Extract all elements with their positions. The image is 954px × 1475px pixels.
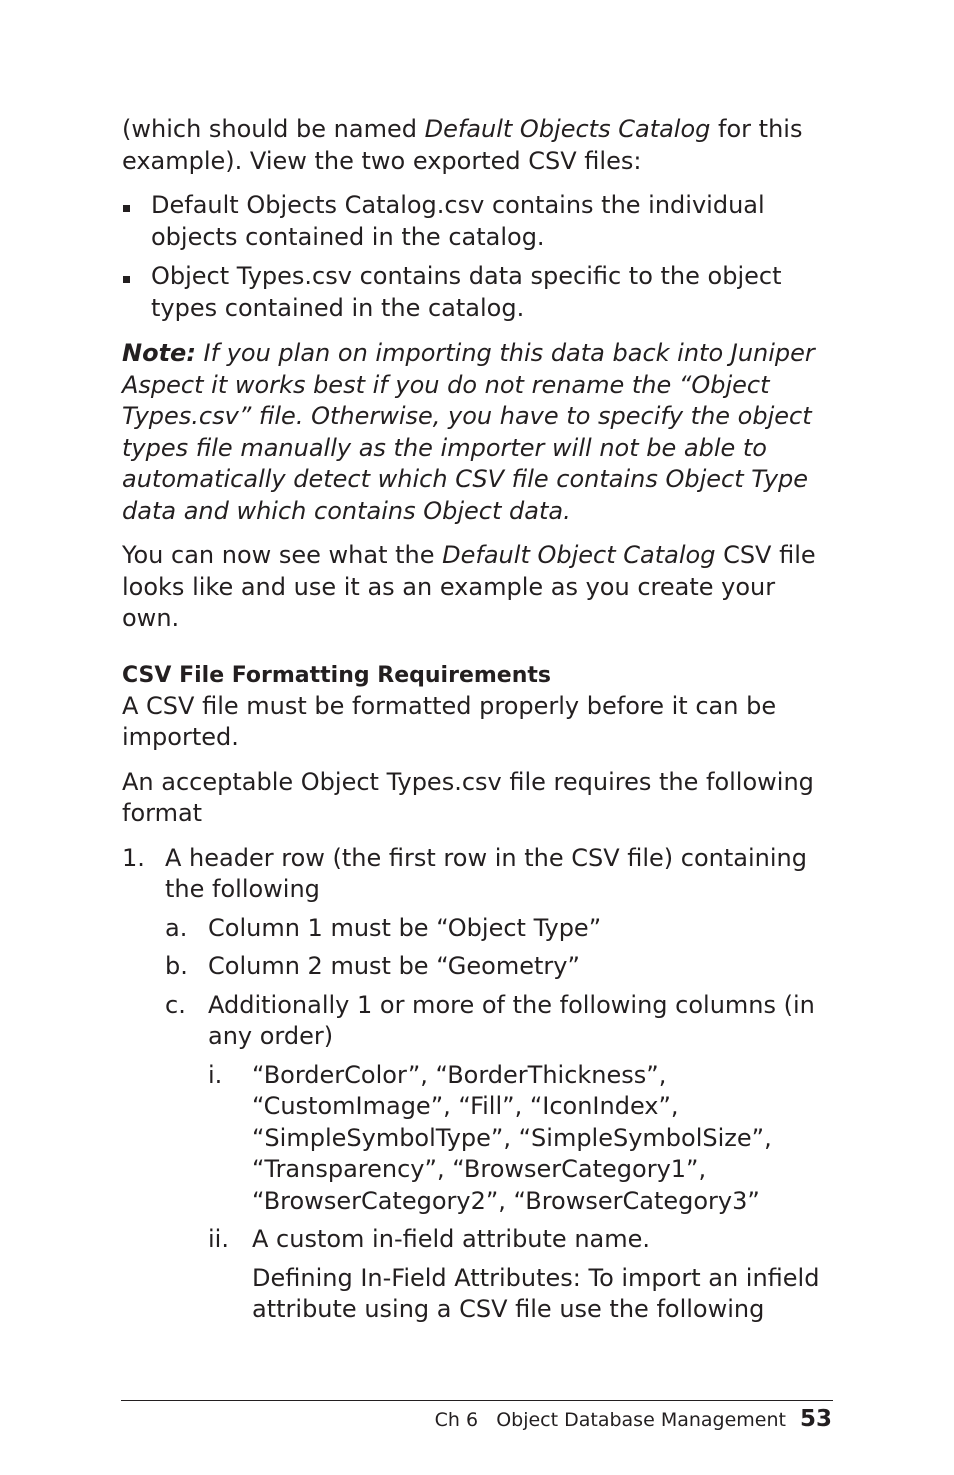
- list-marker: b.: [165, 952, 188, 980]
- para-text: You can now see what the: [122, 541, 443, 569]
- list-marker: a.: [165, 913, 188, 942]
- intro-paragraph: [122, 114, 834, 177]
- list-marker: ii.: [208, 1225, 229, 1253]
- list-item-i: [122, 1060, 834, 1218]
- intro-text-end: for this example). View the two exported CSV files:: [122, 115, 803, 175]
- list-continuation: Defining In-Field Attributes: To import an infield attribute using a CSV file use the following: [252, 1263, 820, 1323]
- list-text: Column 2 must be “Geometry”: [208, 952, 580, 980]
- list-item-a: [122, 913, 834, 945]
- list-text: Column 1 must be “Object Type”: [208, 913, 602, 942]
- list-text: “BorderColor”, “BorderThickness”, “CustomImage”, “Fill”, “IconIndex”, “SimpleSymbolType”, “SimpleSymbolSize”, “Transparency”, “BrowserCategory1”, “BrowserCategory2”, “BrowserCategory3”: [252, 1060, 772, 1215]
- section-heading: CSV File Formatting Requirements: [122, 662, 551, 688]
- note-paragraph: [122, 338, 834, 527]
- list-text: Additionally 1 or more of the following columns (in any order): [208, 990, 815, 1050]
- footer-divider: [121, 1400, 833, 1401]
- list-item-c: [122, 990, 834, 1053]
- numbered-list: [122, 843, 834, 1326]
- intro-text: (which should be named: [122, 115, 425, 143]
- para-text-end: CSV file looks like and use it as an example as you create your own.: [122, 541, 816, 632]
- bullet-text: Object Types.csv contains data specific to the object types contained in the catalog.: [151, 262, 782, 322]
- note-label: Note:: [122, 339, 196, 367]
- list-item-1: [122, 843, 834, 906]
- note-text: If you plan on importing this data back into Juniper Aspect it works best if you do not rename the “Object Types.csv” file. Otherwise, you have to specify the object types file manually as the importer will not be able to automatically detect which CSV file contains Object Type data and which contains Object data.: [122, 339, 815, 525]
- para-emphasis: Default Object Catalog: [442, 541, 716, 569]
- bullet-square-icon: [123, 276, 130, 283]
- list-marker: 1.: [122, 843, 145, 872]
- bullet-text: Default Objects Catalog.csv contains the individual objects contained in the catalog.: [151, 191, 765, 251]
- list-item-b: [122, 951, 834, 983]
- bullet-list: [122, 190, 834, 324]
- page-footer: [435, 1404, 832, 1435]
- page-number: 53: [799, 1406, 832, 1432]
- intro-emphasis: Default Objects Catalog: [424, 115, 711, 143]
- list-item: [122, 261, 834, 324]
- section-paragraph-2: An acceptable Object Types.csv file requires the following format: [122, 767, 814, 827]
- section-paragraph: A CSV file must be formatted properly before it can be imported.: [122, 691, 777, 751]
- list-item: [122, 190, 834, 253]
- list-text: A header row (the first row in the CSV file) containing the following: [165, 843, 807, 903]
- list-text: A custom in-field attribute name.: [252, 1225, 651, 1253]
- list-marker: c.: [165, 990, 186, 1019]
- list-item-ii: [122, 1224, 834, 1256]
- bullet-square-icon: [123, 205, 130, 212]
- page-body: [122, 114, 834, 1326]
- footer-chapter: Ch 6 Object Database Management: [434, 1409, 786, 1431]
- body-paragraph: [122, 540, 834, 635]
- list-marker: i.: [208, 1060, 223, 1089]
